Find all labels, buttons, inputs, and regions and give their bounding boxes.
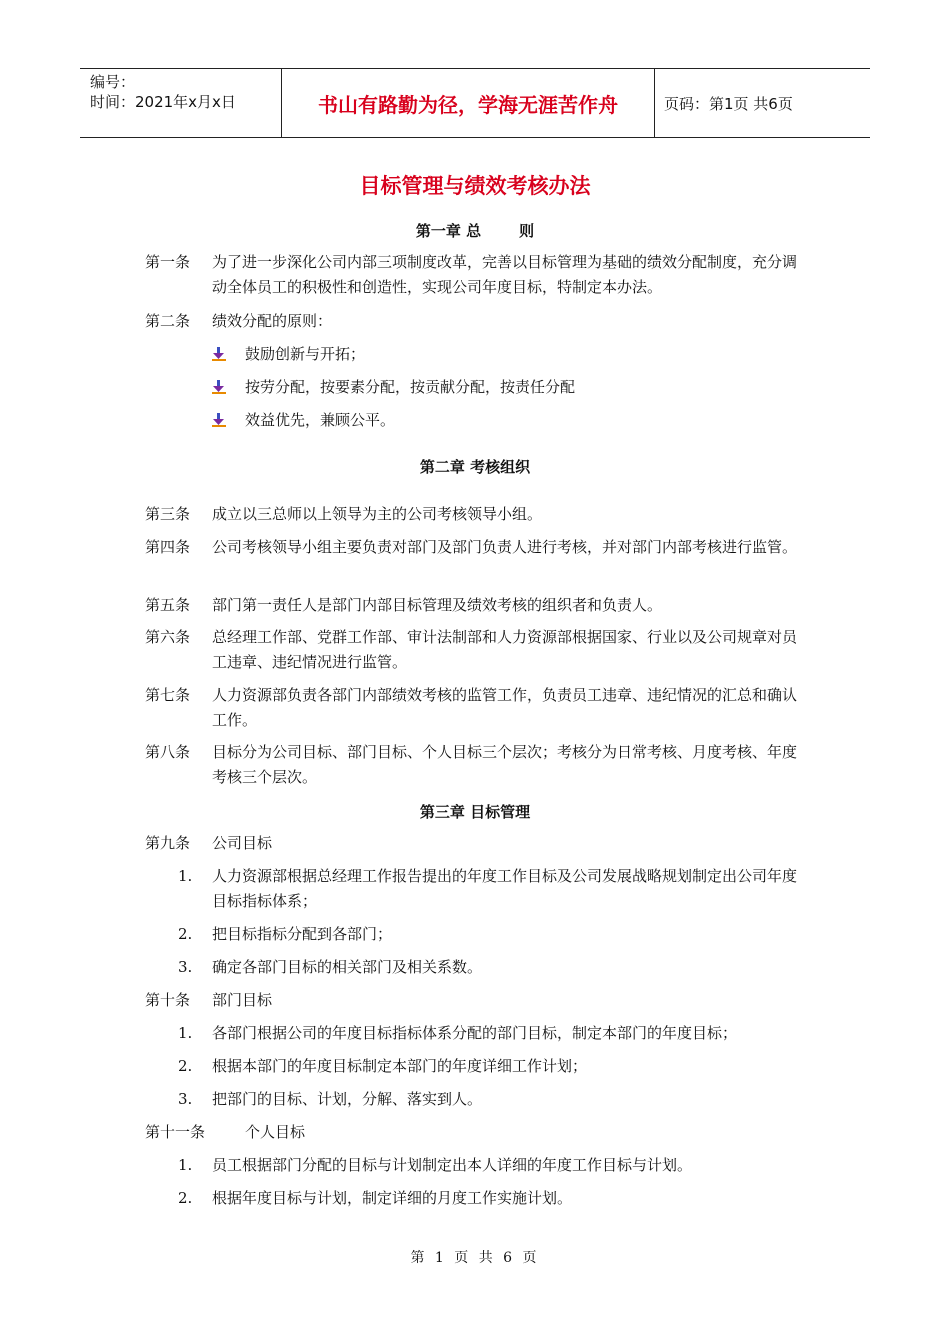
article-11 xyxy=(145,1120,810,1145)
chapter-1-heading xyxy=(0,220,950,241)
article-4-label: 第四条 xyxy=(145,538,191,556)
list-item-number: 2. xyxy=(178,925,193,943)
article-6 xyxy=(145,625,810,675)
article-4-text: 公司考核领导小组主要负责对部门及部门负责人进行考核，并对部门内部考核进行监管。 xyxy=(212,538,798,556)
header-table xyxy=(80,68,870,138)
article-3-label: 第三条 xyxy=(145,505,191,523)
chapter-2-heading: 第二章 考核组织 xyxy=(419,458,531,476)
list-item-number: 2. xyxy=(178,1189,193,1207)
list-item-number: 1. xyxy=(178,1024,193,1042)
article-6-text: 总经理工作部、党群工作部、审计法制部和人力资源部根据国家、行业以及公司规章对员工违章、违纪情况进行监管。 xyxy=(212,628,798,671)
list-item-text: 各部门根据公司的年度目标指标体系分配的部门目标，制定本部门的年度目标； xyxy=(212,1024,738,1042)
list-item-text: 根据本部门的年度目标制定本部门的年度详细工作计划； xyxy=(212,1057,588,1075)
article-7 xyxy=(145,683,810,733)
page-footer: 第 1 页 共 6 页 xyxy=(410,1250,540,1266)
list-item xyxy=(178,1153,808,1178)
time-line: 时间：2021年x月x日 xyxy=(90,93,236,111)
article-10 xyxy=(145,988,810,1013)
list-item-number: 3. xyxy=(178,958,193,976)
list-item-text: 把部门的目标、计划，分解、落实到人。 xyxy=(212,1090,483,1108)
list-item-number: 1. xyxy=(178,867,193,885)
article-10-text: 部门目标 xyxy=(212,991,273,1009)
article-7-text: 人力资源部负责各部门内部绩效考核的监管工作，负责员工违章、违纪情况的汇总和确认工作。 xyxy=(212,686,798,729)
list-item xyxy=(178,1087,808,1112)
article-9 xyxy=(145,831,810,856)
article-5-text: 部门第一责任人是部门内部目标管理及绩效考核的组织者和负责人。 xyxy=(212,596,663,614)
bullet-text: 效益优先，兼顾公平。 xyxy=(245,411,396,429)
list-item xyxy=(178,1054,808,1079)
list-item-number: 2. xyxy=(178,1057,193,1075)
article-8-label: 第八条 xyxy=(145,743,191,761)
article-4 xyxy=(145,535,810,560)
article-8 xyxy=(145,740,810,790)
arrow-bullet-icon xyxy=(212,413,226,427)
article-6-label: 第六条 xyxy=(145,628,191,646)
article-7-label: 第七条 xyxy=(145,686,191,704)
article-8-text: 目标分为公司目标、部门目标、个人目标三个层次；考核分为日常考核、月度考核、年度考核三个层次。 xyxy=(212,743,798,786)
article-1-text: 为了进一步深化公司内部三项制度改革，完善以目标管理为基础的绩效分配制度，充分调动全体员工的积极性和创造性，实现公司年度目标，特制定本办法。 xyxy=(212,253,798,296)
document-title: 目标管理与绩效考核办法 xyxy=(359,174,591,198)
chapter-1-heading-b: 则 xyxy=(519,222,535,240)
arrow-bullet-icon xyxy=(212,380,226,394)
list-item xyxy=(178,1186,808,1211)
header-motto: 书山有路勤为径，学海无涯苦作舟 xyxy=(282,69,655,137)
article-9-label: 第九条 xyxy=(145,834,191,852)
article-11-text: 个人目标 xyxy=(245,1123,306,1141)
article-10-label: 第十条 xyxy=(145,991,191,1009)
list-item-text: 人力资源部根据总经理工作报告提出的年度工作目标及公司发展战略规划制定出公司年度目标指标体系； xyxy=(212,867,798,910)
list-item-text: 把目标指标分配到各部门； xyxy=(212,925,393,943)
list-item-text: 员工根据部门分配的目标与计划制定出本人详细的年度工作目标与计划。 xyxy=(212,1156,693,1174)
bullet-item xyxy=(212,376,575,398)
bullet-item xyxy=(212,343,365,365)
bullet-text: 鼓励创新与开拓； xyxy=(245,345,366,363)
chapter-3-heading: 第三章 目标管理 xyxy=(419,803,531,821)
list-item xyxy=(178,955,808,980)
article-3 xyxy=(145,502,810,527)
article-3-text: 成立以三总师以上领导为主的公司考核领导小组。 xyxy=(212,505,543,523)
arrow-bullet-icon xyxy=(212,347,226,361)
chapter-1-heading-a: 第一章 总 xyxy=(415,222,482,240)
article-1 xyxy=(145,250,810,300)
code-label: 编号： xyxy=(90,73,136,91)
list-item-number: 1. xyxy=(178,1156,193,1174)
article-2-label: 第二条 xyxy=(145,312,191,330)
bullet-text: 按劳分配，按要素分配，按贡献分配，按责任分配 xyxy=(245,378,576,396)
article-11-label: 第十一条 xyxy=(145,1123,206,1141)
article-2-text: 绩效分配的原则： xyxy=(212,312,333,330)
list-item-number: 3. xyxy=(178,1090,193,1108)
header-page-info: 页码：第1页 共6页 xyxy=(664,94,793,113)
list-item-text: 根据年度目标与计划，制定详细的月度工作实施计划。 xyxy=(212,1189,573,1207)
list-item xyxy=(178,864,808,914)
header-meta xyxy=(80,69,282,137)
article-9-text: 公司目标 xyxy=(212,834,273,852)
article-1-label: 第一条 xyxy=(145,253,191,271)
list-item-text: 确定各部门目标的相关部门及相关系数。 xyxy=(212,958,483,976)
list-item xyxy=(178,1021,808,1046)
list-item xyxy=(178,922,808,947)
article-2 xyxy=(145,309,810,334)
article-5-label: 第五条 xyxy=(145,596,191,614)
bullet-item xyxy=(212,409,395,431)
article-5 xyxy=(145,593,810,618)
